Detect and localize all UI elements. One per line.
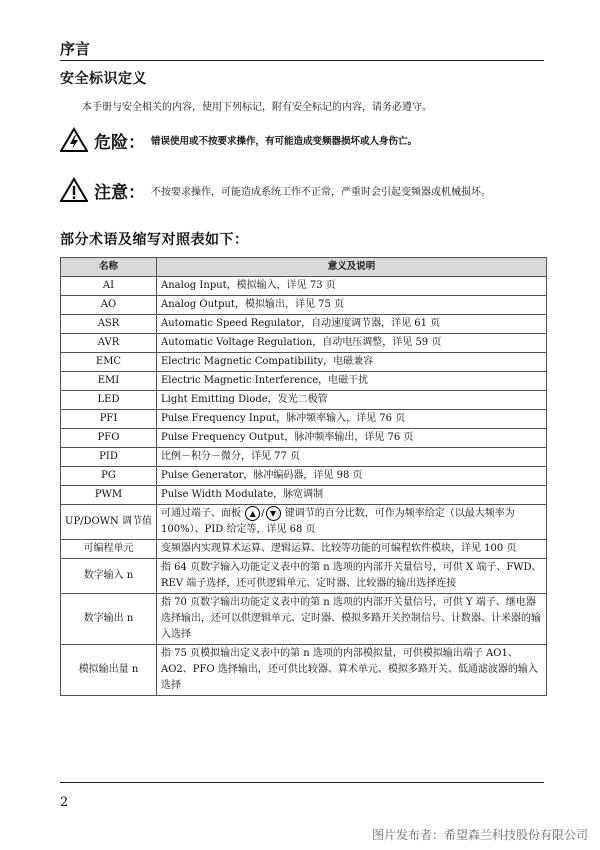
term-name: 模拟输出量 n — [61, 645, 157, 696]
term-desc: 指 70 页数字输出功能定义表中的第 n 选项的内部开关量信号，可供 Y 端子、继电器选择输出，还可以供逻辑单元、定时器、模拟多路开关控制信号、计数器、计米器的输入选择 — [157, 594, 547, 645]
term-name: LED — [61, 391, 157, 410]
table-row — [61, 486, 547, 505]
table-row — [61, 353, 547, 372]
down-key-icon: ▼ — [266, 506, 281, 521]
term-desc: Automatic Speed Regulator，自动速度调节器，详见 61 页 — [157, 315, 547, 334]
term-desc: 可通过端子、面板 ▲ / ▼ 键调节的百分比数，可作为频率给定（以最大频率为 100%）、PID 给定等，详见 68 页 — [157, 505, 547, 540]
term-desc: Analog Input，模拟输入，详见 73 页 — [157, 277, 547, 296]
table-row — [61, 372, 547, 391]
updown-desc-before: 可通过端子、面板 — [161, 508, 241, 519]
term-name: UP/DOWN 调节值 — [61, 505, 157, 540]
up-key-icon: ▲ — [245, 506, 260, 521]
term-name: ASR — [61, 315, 157, 334]
term-name: AO — [61, 296, 157, 315]
table-row — [61, 315, 547, 334]
safety-intro: 本手册与安全相关的内容，使用下列标记，附有安全标记的内容，请务必遵守。 — [82, 102, 432, 113]
term-desc: Pulse Frequency Input，脉冲频率输入，详见 76 页 — [157, 410, 547, 429]
caution-text: 不按要求操作，可能造成系统工作不正常，严重时会引起变频器或机械损坏。 — [151, 186, 491, 198]
caution-exclamation-icon — [60, 177, 88, 203]
table-row — [61, 594, 547, 645]
term-desc: 比例－积分－微分，详见 77 页 — [157, 448, 547, 467]
term-desc: Pulse Frequency Output，脉冲频率输出，详见 76 页 — [157, 429, 547, 448]
term-name: PG — [61, 467, 157, 486]
term-desc: 指 64 页数字输入功能定义表中的第 n 选项的内部开关量信号，可供 X 端子、FWD、REV 端子选择，还可供逻辑单元、定时器、比较器的输出选择连接 — [157, 559, 547, 594]
table-row-updown — [61, 505, 547, 540]
terms-table — [60, 257, 547, 696]
term-name: AI — [61, 277, 157, 296]
term-desc: Automatic Voltage Regulation，自动电压调整，详见 59 页 — [157, 334, 547, 353]
term-name: EMI — [61, 372, 157, 391]
footer-rule — [60, 782, 544, 783]
table-row — [61, 334, 547, 353]
table-row — [61, 467, 547, 486]
table-row — [61, 277, 547, 296]
term-desc: Pulse Generator，脉冲编码器，详见 98 页 — [157, 467, 547, 486]
table-row — [61, 429, 547, 448]
danger-text: 错误使用或不按要求操作，有可能造成变频器损坏或人身伤亡。 — [151, 136, 418, 147]
caution-row — [60, 177, 491, 203]
table-row — [61, 296, 547, 315]
term-name: AVR — [61, 334, 157, 353]
table-row — [61, 410, 547, 429]
term-desc: Pulse Width Modulate，脉宽调制 — [157, 486, 547, 505]
header-rule — [60, 60, 544, 61]
term-name: PWM — [61, 486, 157, 505]
table-header-row — [61, 258, 547, 277]
term-name: PID — [61, 448, 157, 467]
page-header-title: 序言 — [60, 40, 91, 58]
term-name: 可编程单元 — [61, 540, 157, 559]
term-name: PFO — [61, 429, 157, 448]
term-name: 数字输入 n — [61, 559, 157, 594]
column-header-name: 名称 — [61, 258, 157, 277]
updown-desc-after: 键调节的百分比数，可作为频率给定（以最大频率为 100%）、PID 给定等，详见 68 页 — [161, 508, 515, 535]
term-desc: Light Emitting Diode，发光二极管 — [157, 391, 547, 410]
term-desc: Electric Magnetic Compatibility，电磁兼容 — [157, 353, 547, 372]
term-name: EMC — [61, 353, 157, 372]
term-name: PFI — [61, 410, 157, 429]
term-name: 数字输出 n — [61, 594, 157, 645]
term-desc: Electric Magnetic Interference，电磁干扰 — [157, 372, 547, 391]
page-number: 2 — [60, 795, 69, 810]
publisher-credit: 图片发布者：希望森兰科技股份有限公司 — [371, 828, 588, 842]
terms-heading: 部分术语及缩写对照表如下： — [60, 232, 249, 248]
term-desc: 指 75 页模拟输出定义表中的第 n 选项的内部模拟量，可供模拟输出端子 AO1、AO2、PFO 选择输出，还可供比较器、算术单元、模拟多路开关、低通滤波器的输入选择 — [157, 645, 547, 696]
column-header-desc: 意义及说明 — [157, 258, 547, 277]
term-desc: 变频器内实现算术运算、逻辑运算、比较等功能的可编程软件模块，详见 100 页 — [157, 540, 547, 559]
term-desc: Analog Output，模拟输出，详见 75 页 — [157, 296, 547, 315]
table-row — [61, 540, 547, 559]
safety-heading: 安全标识定义 — [60, 71, 147, 87]
table-row — [61, 391, 547, 410]
caution-label: 注意： — [94, 182, 145, 203]
table-row — [61, 645, 547, 696]
table-row — [61, 448, 547, 467]
table-row — [61, 559, 547, 594]
danger-lightning-icon — [60, 127, 88, 153]
danger-label: 危险： — [94, 132, 145, 153]
danger-row — [60, 127, 417, 153]
